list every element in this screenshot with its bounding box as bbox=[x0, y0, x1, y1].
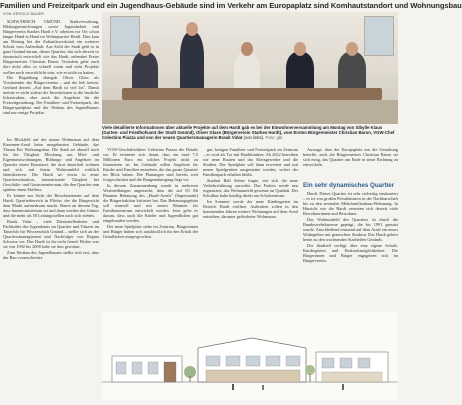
caption-bold: Viele detaillierte Informationen über aktuelle Projekte auf dem Hardt gab es bei der Einwohnerversammlung am Montag von Sibylle Klaus (Garten- und Friedhofsamt der Stadt Gmünd), Oliver Glass (Bürgerverein Starkes Hardt), vom Ersten Bürgermeister Christian Baron, VGW-Chef Celestino Piazza und von der neuen Quartiersmanagerin Brauk Vidat bbox=[102, 125, 395, 140]
paragraph: gut, bringen Familien- und Freizeitpark im Zentrum – es wird als Tor mit Hardtkindern. Ab 2022 betreiben wir neue Bauten und das Kleingewerbe und die Straßen. Der Spielplatz soll dann erweitert und mit neuen Spielgeräten ausgestattet werden, wobei der Familienpark erhalten bleibt. bbox=[203, 147, 298, 178]
paragraph: SCHWÄBISCH GMÜND. Stadtverwaltung, Bildungseinrichtungen sowie Jugendarbeit und Bürgerverein Starkes Hardt e.V. arbeiten vor Ort schon länger Hand in Hand im Wohnquartier Hardt. Dies kam am Montag bei der Zukunftswerkstatt ein weiterer Schritt vom Aufenthalt: Aus Sicht der Stadt geht es in ganz Gmünd darum, dieses Quartier, das sich derzeit so dynamisch entwickelt wie das Hardt, nebenbei Erster Bürgermeister Christian Baron. Trotzdem gehe auch dort nicht alles so schnell voran und viele Projekte wollen noch verwirklicht sein, wie es nicht zu hatten. bbox=[3, 19, 99, 75]
paragraph: VGW-Geschäftsführer Celestino Piazza die Details vor. Er erinnerte sich daran, dass ein rund 7,5 Millionen Euro ein solches Projekt nicht zu finanzieren ist. Im Gebäude sollen Angebote für Kinder und Familien entstehen, die das ganze Quartier im Blick haben. Die Planungen sind bereits weit fortgeschritten und die Baugenehmigung liegt vor. bbox=[103, 147, 198, 183]
article-column-2 bbox=[3, 137, 99, 350]
building-sketch bbox=[102, 312, 398, 400]
photo-caption bbox=[102, 125, 398, 145]
architectural-rendering bbox=[102, 312, 398, 400]
caption-rest: (von links). bbox=[243, 135, 265, 140]
paragraph: Der Stadtteil verfügt über eine eigene Schule, Kindergärten und Einkaufsmöglichkeiten. Die Bürgerinnen und Bürger engagieren sich im Bürgerverein. bbox=[303, 242, 398, 263]
paragraph: Die Begrüßung übergab Oliver Glass als Vorsitzender des Bürgervereins – und der lieb betont: Gerhard derzeit „Auf dem Hardt ist viel los". Damit meinte er nicht zuletzt die Investitionen in die bauliche Infrastruktur, aber auch die Angebote für die Freizeitgestaltung. Der Familien- und Freizeitpark, der Bürgerspielplatz und der Neubau des Jugendhauses sind nur einige Projekte. bbox=[3, 75, 99, 116]
paragraph: In diesem Zusammenhang wurde in mehreren Wortmeldungen angemerkt, dass die auf 83 Eh Bäumen Bebauung des „Hardt-Areals" (Supermarkt) die Bürgerfraktion kritisiert hat. Das Bebauungsgebiet soll sinnvoll und mit neuen Räumen für Familienzentrum entwickelt werden. Jetzt gehe es darum, dass auch die Kinder und Jugendlichen gut eingebunden werden. bbox=[103, 182, 198, 224]
paragraph: Der neue Spielplatz stehe im Zentrum, Bürgerinnen und Bürger hätten sich ausdrücklich für den Erhalt der Grünflächen ausgesprochen. bbox=[103, 223, 198, 239]
paragraph: Brauk Vidat – viele Dienststellenleiter und Fachkräfte des Jugendamts im Quartier und Tänzen im Tanzclub für Wissenschaft Gmünd – stellte sich an der Quartiersmanagement und Nachfolger von Regina Schwarz vor. Das Hardt ist ihr nicht fremd: Bisher war sie von 1992 bis 2008 habe sie dort gewohnt. bbox=[3, 218, 99, 250]
article-column-5 bbox=[303, 147, 398, 180]
paragraph: Es könnte aus Sicht der Bewohnerinnen auf dem Hardt, Quartierbereich in Fläche, der die Bürgersicht dem Markt aufmerksam macht. Baron an diesem Tag, dass Innenministerium sei und dann werden das Grünes und die mehr als 50 Leitungsstellen nach sich ziehen. bbox=[3, 193, 99, 219]
section-subhead: Ein sehr dynamisches Quartier bbox=[303, 182, 395, 189]
headline: Familien und Freizeitpark und ein Jugendhaus-Gebäude sind im Verkehr am Europaplatz sind Komhautstandort und Wohnungsbau bbox=[0, 1, 462, 10]
paragraph: Zum Neubau des Jugendhauses stellte sich erst, dass der Bau voranschreitet. bbox=[3, 249, 99, 260]
byline: VON GEROLD BAUER bbox=[3, 12, 45, 16]
paragraph: Hardt: Dieses Quartier ist sehr vielseitig strukturiert – es ist von großen Privathäusern in der Nachbarschaft bis zu den zentralen Mehrfamilienhaus-Bebauung. In Hinsicht wie die Hardt vertreten sich derzeit viele Bewohnerinnen und Bewohner. bbox=[303, 191, 398, 217]
paragraph: Im Sommer werde der neue Kindergarten im Bereich Hardt eröffnet. Außerdem sollen in den kommenden Jahren weitere Wohnungen auf dem Areal entstehen, darunter geförderter Wohnraum. bbox=[203, 198, 298, 219]
photo-credit: Foto: gbr bbox=[265, 135, 283, 140]
article-column-3 bbox=[103, 147, 198, 307]
article-column-4 bbox=[203, 147, 298, 307]
paragraph: Stadtrat Ralf Sieber fragte, wie sich die neue Verkehrsführung auswirke. Das Parken werde neu organisiert, das Wohnumfeld gewinne an Qualität. Der Schulbus halte künftig direkt am Schulzentrum. bbox=[203, 177, 298, 199]
article-photo bbox=[102, 12, 398, 124]
paragraph: Das Wohnumfeld des Quartiers ist durch die Bundeswehrkaserne geprägt, die bis 1991 genutzt wurde. Anschließend entstand auf dem Areal ein neues Wohngebiet mit gemischter Struktur. Das Hardt gehört heute zu den wachsenden Stadtteilen Gmünds. bbox=[303, 216, 398, 243]
paragraph: Aussage, dass der Europaplatz nur die Gestaltung betreffe, auch die Bürgermeister Christian Baron sei sich einig, das Quartier am Ende in seine Richtung zu entwickeln. bbox=[303, 147, 398, 168]
article-column-1 bbox=[3, 12, 99, 135]
paragraph: Im Blickfeld auf der neuen Wohnraum auf dem Kasernen-Areal beim neugebauten Gebäude, das Thema Bei Wohnungsbau. Die Stadt sei aktuell noch für die Tätigkeit Mischung aus Miet- und Eigentumswohnungen, Bildungs- und Angebote im Quartier einen Einsatzort, die dort dauerhaft wohnen und sich mit ihrem Wohnumfeld wirklich identifizieren. Die Hardt sei etwas in einer Quartierssituation, internationale Tätigkeit bei Geschäfts- und Gastronomieraum, die den Quartier nun spürbar einen Einfluss. bbox=[3, 137, 99, 193]
article-column-6 bbox=[303, 191, 398, 308]
